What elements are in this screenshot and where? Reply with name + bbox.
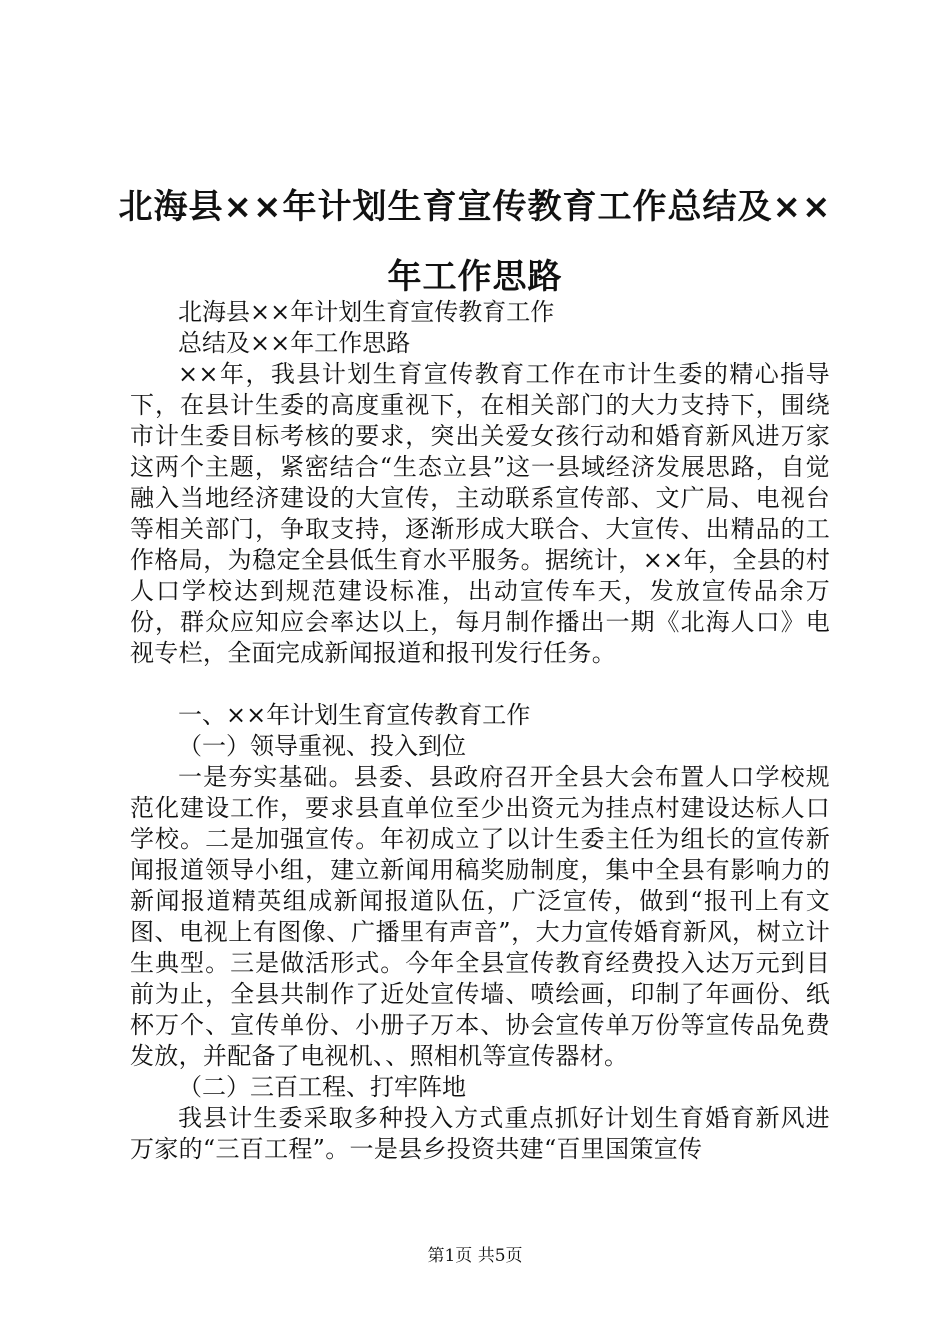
subtitle-line-1: 北海县××年计划生育宣传教育工作 (178, 298, 555, 326)
paragraph-spacer (130, 669, 830, 700)
subsection-1-paragraph: 一是夯实基础。县委、县政府召开全县大会布置人口学校规范化建设工作，要求县直单位至少出资元为挂点村建设达标人口学校。二是加强宣传。年初成立了以计生委主任为组长的宣传新闻报道领导小组，建立新闻用稿奖励制度，集中全县有影响力的新闻报道精英组成新闻报道队伍，广泛宣传，做到“报刊上有文图、电视上有图像、广播里有声音”，大力宣传婚育新风，树立计生典型。三是做活形式。今年全县宣传教育经费投入达万元到目前为止，全县共制作了近处宣传墙、喷绘画，印制了年画份、纸杯万个、宣传单份、小册子万本、协会宣传单万份等宣传品免费发放，并配备了电视机、、照相机等宣传器材。 (130, 763, 830, 1070)
subsection-2-paragraph: 我县计生委采取多种投入方式重点抓好计划生育婚育新风进万家的“三百工程”。一是县乡投资共建“百里国策宣传 (130, 1104, 830, 1163)
document-body (130, 297, 830, 1165)
intro-paragraph: ××年，我县计划生育宣传教育工作在市计生委的精心指导下，在县计生委的高度重视下，在相关部门的大力支持下，围绕市计生委目标考核的要求，突出关爱女孩行动和婚育新风进万家这两个主题，紧密结合“生态立县”这一县域经济发展思路，自觉融入当地经济建设的大宣传，主动联系宣传部、文广局、电视台等相关部门，争取支持，逐渐形成大联合、大宣传、出精品的工作格局，为稳定全县低生育水平服务。据统计，××年，全县的村人口学校达到规范建设标准，出动宣传车天，发放宣传品余万份，群众应知应会率达以上，每月制作播出一期《北海人口》电视专栏，全面完成新闻报道和报刊发行任务。 (130, 360, 830, 667)
subsection-heading-2: （二）三百工程、打牢阵地 (178, 1073, 466, 1101)
section-heading: 一、××年计划生育宣传教育工作 (178, 701, 531, 729)
page-number-footer: 第1页 共5页 (427, 1246, 523, 1266)
subsection-heading-1: （一）领导重视、投入到位 (178, 732, 466, 760)
subtitle-line-2: 总结及××年工作思路 (178, 329, 411, 357)
document-title: 北海县××年计划生育宣传教育工作总结及××年工作思路 (118, 187, 832, 297)
